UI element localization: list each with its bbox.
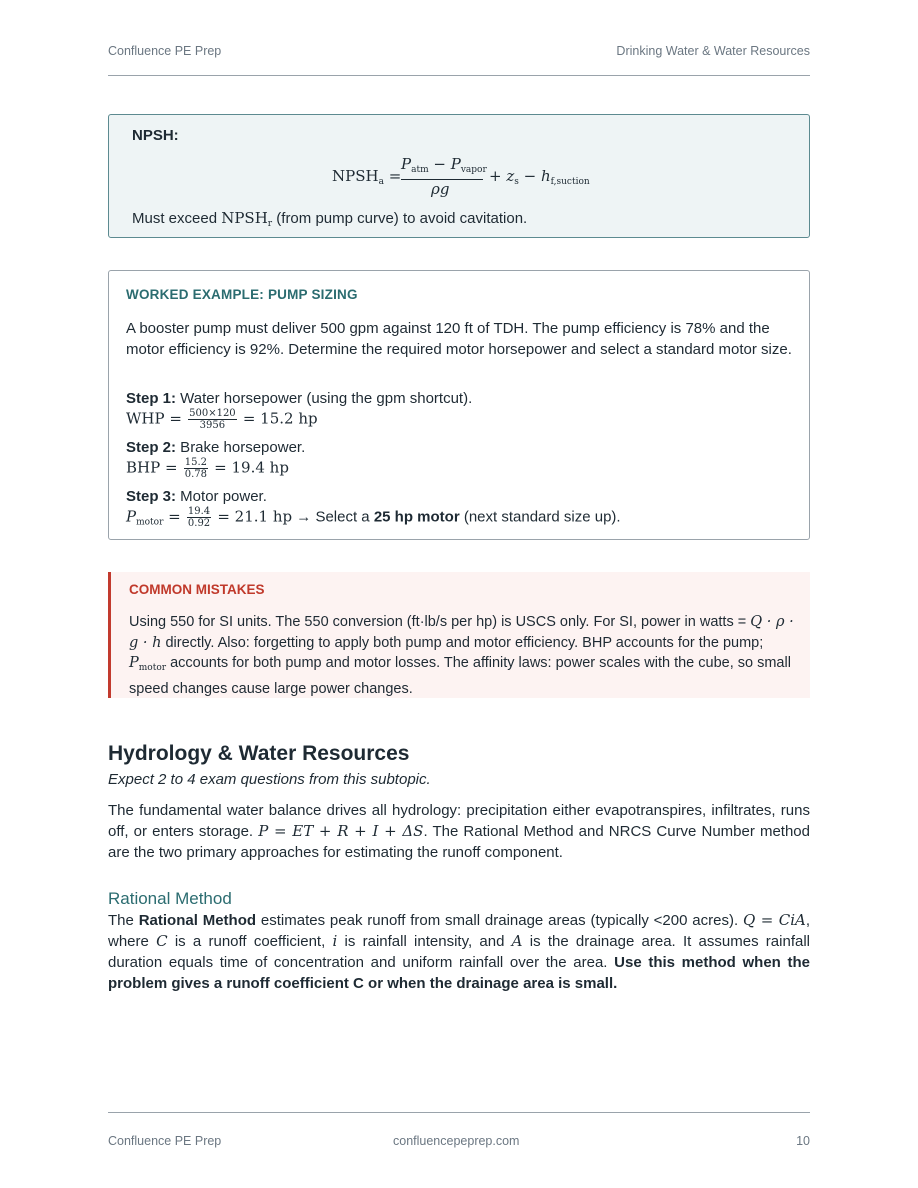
- footer-brand: Confluence PE Prep: [108, 1134, 222, 1148]
- step-1: Step 1: Water horsepower (using the gpm shortcut).: [126, 390, 473, 407]
- worked-example-problem: A booster pump must deliver 500 gpm against 120 ft of TDH. The pump efficiency is 78% and the motor efficiency is 92%. Determine the required motor horsepower and select a standard motor size.: [126, 320, 792, 358]
- common-mistakes-box: [108, 572, 810, 698]
- common-mistakes-label: COMMON MISTAKES: [129, 582, 265, 597]
- step-3: Step 3: Motor power.: [126, 488, 267, 505]
- npsh-formula-box: [108, 114, 810, 238]
- header-brand: Confluence PE Prep: [108, 44, 222, 58]
- step-1-equation: WHP = $\frac{500\times 120}{3956}$ = 15.2 hp: [126, 408, 318, 431]
- running-header: [108, 44, 810, 60]
- section-subtitle: Expect 2 to 4 exam questions from this subtopic.: [108, 771, 431, 788]
- header-chapter: Drinking Water & Water Resources: [616, 44, 810, 58]
- header-rule: [108, 75, 810, 76]
- page: [108, 0, 810, 1188]
- footer-website: confluencepeprep.com: [393, 1134, 520, 1148]
- footer-rule: [108, 1112, 810, 1113]
- npsh-numerator: $P_{atm} - P_{vapor}$: [401, 155, 487, 175]
- step-2: Step 2: Brake horsepower.: [126, 439, 306, 456]
- section-intro-paragraph: The fundamental water balance drives all hydrology: precipitation either evapotranspires, infiltrates, runs off, or enters storage. P = ET + R + I + ΔS. The Rational Method and NRCS Curve Number method are the two primary approaches for estimating the runoff component.: [108, 802, 810, 861]
- npsh-equation: [109, 153, 809, 199]
- rational-method-paragraph: The Rational Method estimates peak runoff from small drainage areas (typically <200 acres). Q = CiA, where C is a runoff coefficient, i is rainfall intensity, and A is the drainage area. It assumes rainfall duration equals time of concentration and uniform rainfall over the area. Use this method when the problem gives a runoff coefficient C or when the drainage area is small.: [108, 911, 811, 992]
- worked-example-box: [108, 270, 810, 540]
- step-3-equation: $P_{motor}$ = $\frac{19.4}{0.92}$ = 21.1 hp → Select a 25 hp motor (next standard size up).: [126, 506, 621, 529]
- npsh-lhs: $NPSH_a$ =: [332, 167, 402, 187]
- mistakes-accent-bar: [108, 572, 111, 698]
- running-footer: [108, 1134, 810, 1150]
- subsection-title: Rational Method: [108, 889, 232, 908]
- section-title: Hydrology & Water Resources: [108, 742, 410, 765]
- npsh-title: NPSH:: [132, 127, 179, 144]
- common-mistakes-text: Using 550 for SI units. The 550 conversion (ft·lb/s per hp) is USCS only. For SI, power in watts = Q · ρ · g · h directly. Also: forgetting to apply both pump and motor efficiency. BHP accounts for the pump; $P_{motor}$ accounts for both pump and motor losses. The affinity laws: power scales with the cube, so small speed changes cause large power changes.: [129, 614, 794, 697]
- step-2-equation: BHP = $\frac{15.2}{0.78}$ = 19.4 hp: [126, 457, 289, 480]
- worked-example-label: WORKED EXAMPLE: PUMP SIZING: [126, 287, 358, 302]
- page-number: 10: [796, 1134, 810, 1148]
- npsh-rhs: + $z_s - h_{f,suction}$: [489, 167, 590, 187]
- npsh-note: Must exceed $NPSH_r$ (from pump curve) to avoid cavitation.: [132, 209, 528, 229]
- npsh-denominator: ρg: [431, 180, 450, 198]
